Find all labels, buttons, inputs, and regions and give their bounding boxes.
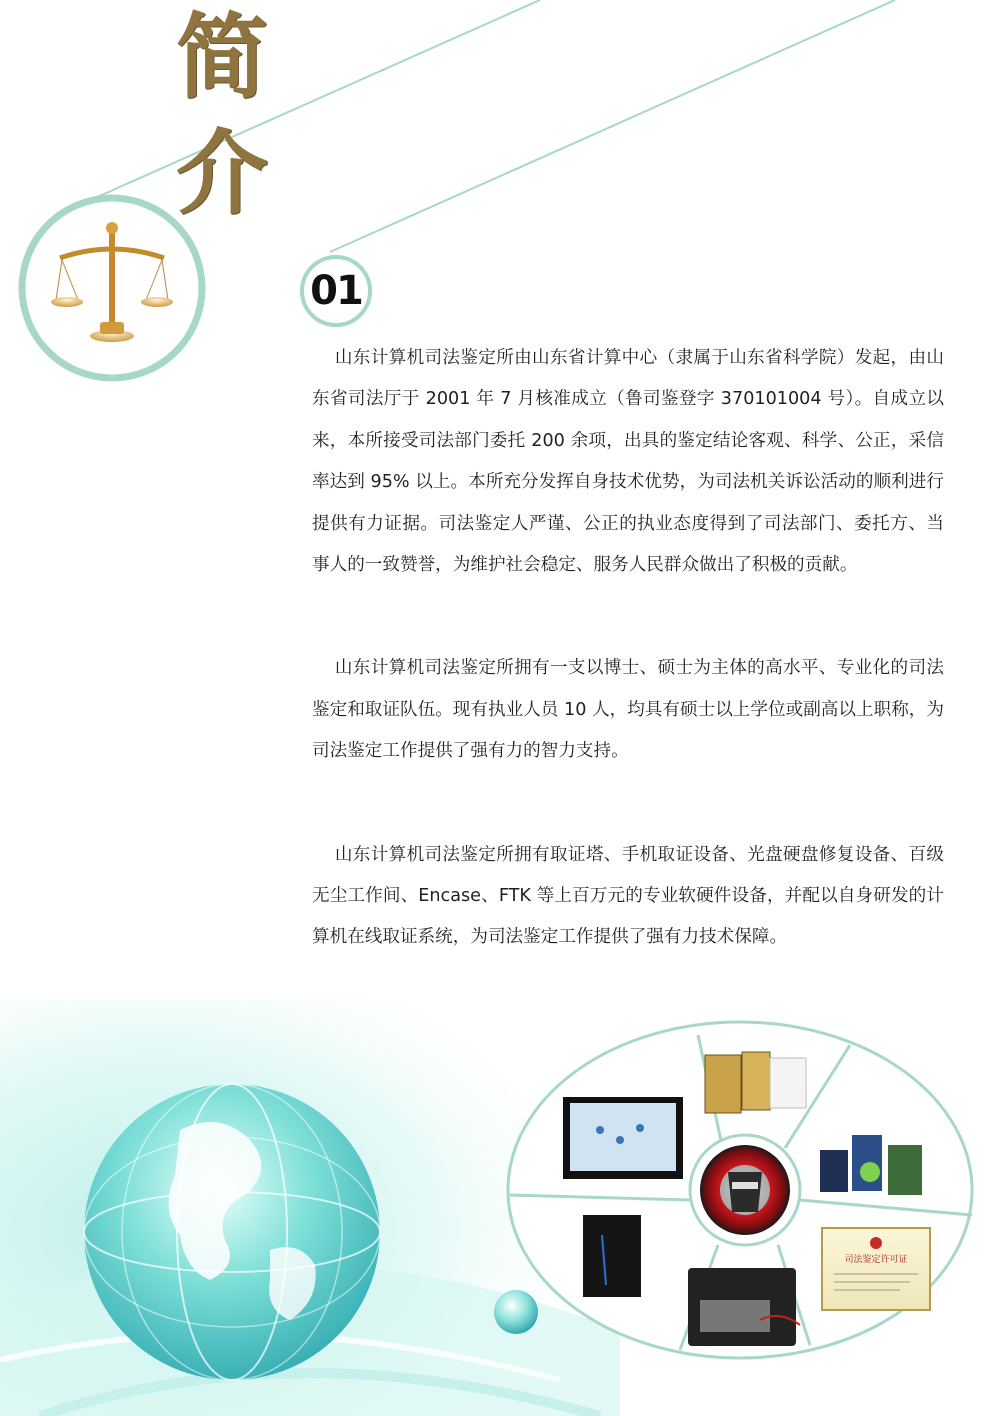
paragraph-2: 山东计算机司法鉴定所拥有一支以博士、硕士为主体的高水平、专业化的司法鉴定和取证队伍。现有执业人员 10 人，均具有硕士以上学位或副高以上职称，为司法鉴定工作提供了强有力的智力支持。: [312, 658, 944, 762]
small-globe-icon: [494, 1290, 538, 1334]
globe-icon: [84, 1084, 380, 1380]
equipment-collage: [508, 1022, 972, 1358]
page-title-char-2: 介: [176, 120, 269, 227]
certificate-title: 司法鉴定许可证: [844, 1255, 908, 1265]
section-number: 01: [310, 268, 362, 314]
page-title-char-1: 简: [176, 4, 269, 111]
section-number-badge: [300, 255, 372, 327]
paragraph-1: 山东计算机司法鉴定所由山东省计算中心（隶属于山东省科学院）发起，由山东省司法厅于 2001 年 7 月核准成立（鲁司鉴登字 370101004 号）。自成立以来，本所接受司法部门委托 200 余项，出具的鉴定结论客观、科学、公正，采信率达到 95% 以上。本所充分发挥自身技术优势，为司法机关诉讼活动的顺利进行提供有力证据。司法鉴定人严谨、公正的执业态度得到了司法部门、委托方、当事人的一致赞誉，为维护社会稳定、服务人民群众做出了积极的贡献。: [312, 348, 944, 576]
intro-text: [312, 338, 944, 1021]
paragraph-3: 山东计算机司法鉴定所拥有取证塔、手机取证设备、光盘硬盘修复设备、百级无尘工作间、Encase、FTK 等上百万元的专业软硬件设备，并配以自身研发的计算机在线取证系统，为司法鉴定工作提供了强有力技术保障。: [312, 844, 944, 948]
